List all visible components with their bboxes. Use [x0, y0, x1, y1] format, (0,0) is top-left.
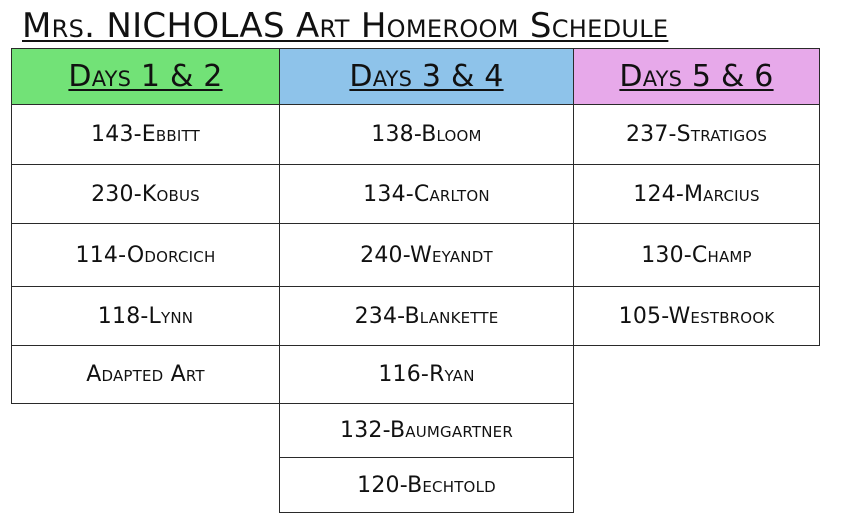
- header-days-5-6: Days 5 & 6: [573, 48, 820, 105]
- header-days-3-4: Days 3 & 4: [279, 48, 574, 105]
- table-cell: Adapted Art: [11, 345, 280, 404]
- page-title: Mrs. NICHOLAS Art Homeroom Schedule: [22, 6, 669, 46]
- table-cell: 120-Bechtold: [279, 457, 574, 513]
- table-cell: 234-Blankette: [279, 286, 574, 346]
- table-cell: 116-Ryan: [279, 345, 574, 404]
- table-cell: 237-Stratigos: [573, 104, 820, 165]
- table-cell: 114-Odorcich: [11, 223, 280, 287]
- table-cell: 138-Bloom: [279, 104, 574, 165]
- table-cell: 134-Carlton: [279, 164, 574, 224]
- table-cell: 143-Ebbitt: [11, 104, 280, 165]
- header-days-1-2: Days 1 & 2: [11, 48, 280, 105]
- table-cell: 105-Westbrook: [573, 286, 820, 346]
- table-cell: 124-Marcius: [573, 164, 820, 224]
- table-cell: 132-Baumgartner: [279, 403, 574, 458]
- table-cell: 118-Lynn: [11, 286, 280, 346]
- table-cell: 240-Weyandt: [279, 223, 574, 287]
- table-cell: 230-Kobus: [11, 164, 280, 224]
- table-cell: 130-Champ: [573, 223, 820, 287]
